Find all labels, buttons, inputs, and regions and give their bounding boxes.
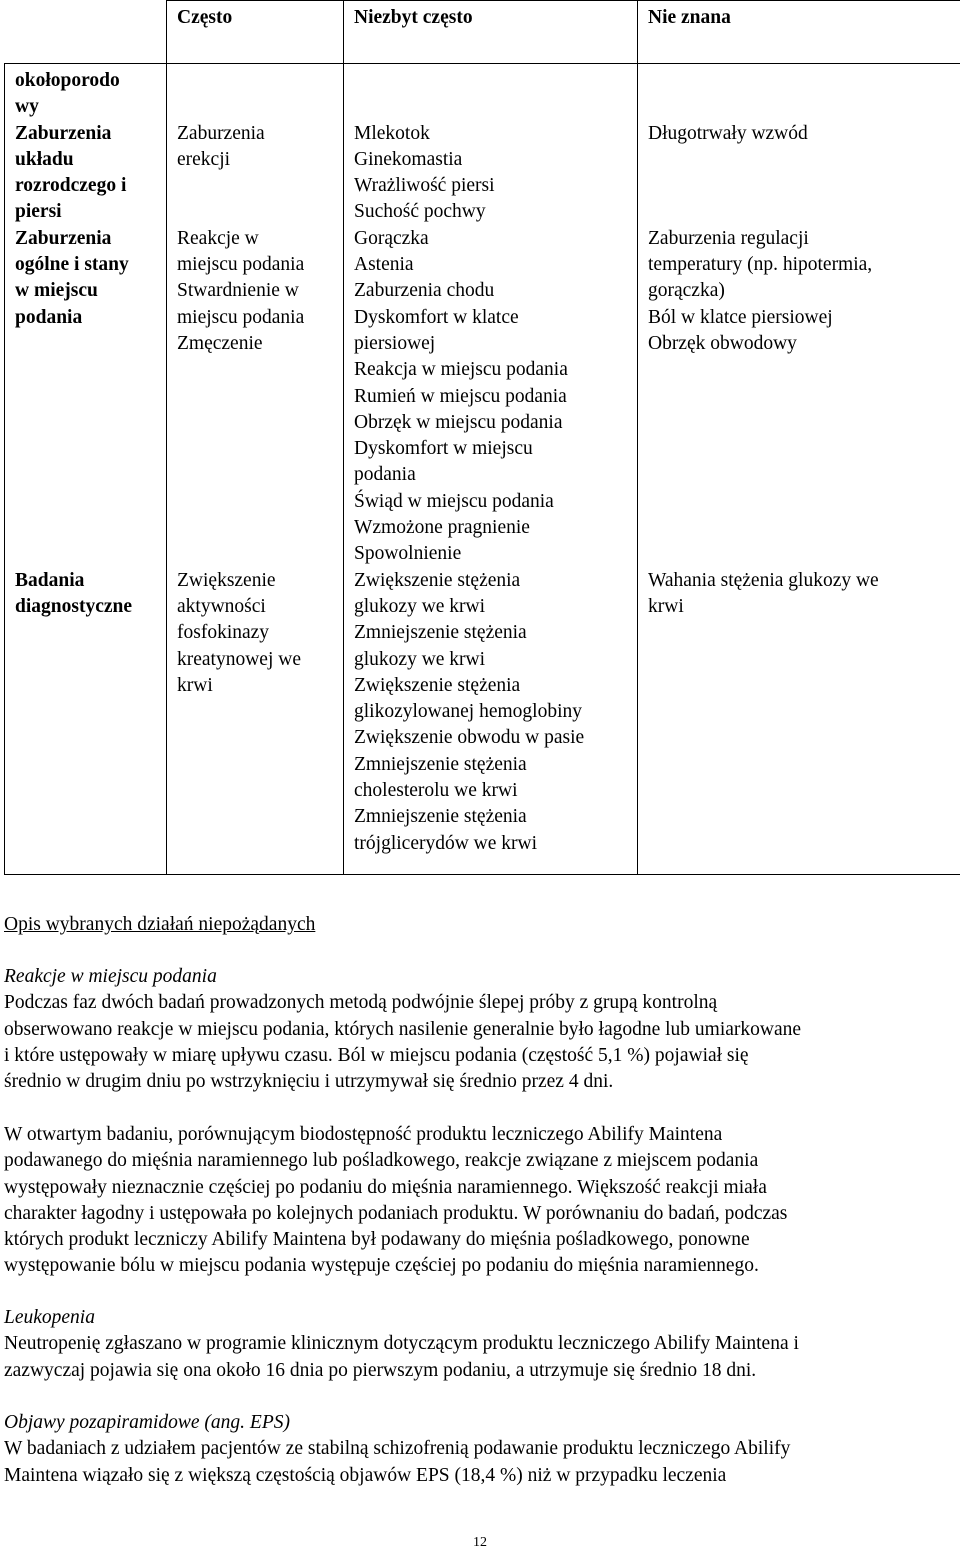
text-line: podawanego do mięśnia naramiennego lub pośladkowego, reakcje związane z miejscem podania	[4, 1150, 759, 1172]
text-line: Zmniejszenie stężenia	[354, 622, 527, 644]
subheading-leukopenia: Leukopenia	[4, 1307, 95, 1328]
text-line: Zmniejszenie stężenia	[354, 806, 527, 828]
paragraph-deltoid-gluteal	[4, 1122, 954, 1280]
text-line: Neutropenię zgłaszano w programie klinicznym dotyczącym produktu leczniczego Abilify Maintena i	[4, 1333, 799, 1355]
text-line: obserwowano reakcje w miejscu podania, których nasilenie generalnie było łagodne lub umiarkowane	[4, 1018, 802, 1040]
text-line: Stwardnienie w	[177, 280, 299, 302]
text-line: glikozylowanej hemoglobiny	[354, 701, 583, 723]
header-czesto: Często	[167, 1, 344, 64]
text-line: Zaburzenia regulacji	[648, 227, 809, 249]
subheading-injection-site: Reakcje w miejscu podania	[4, 966, 217, 987]
text-line: piersiowej	[354, 332, 436, 354]
paragraph-leukopenia	[4, 1331, 954, 1384]
table-row	[5, 121, 960, 226]
text-line: ogólne i stany	[15, 254, 129, 276]
header-niezbyt-czesto: Niezbyt często	[344, 1, 638, 64]
czesto-cell	[167, 64, 344, 121]
section-eps	[4, 1410, 954, 1489]
text-line: Zwiększenie stężenia	[354, 674, 521, 696]
text-line: erekcji	[177, 148, 231, 170]
text-line: Ból w klatce piersiowej	[648, 306, 833, 328]
text-line: Wahania stężenia glukozy we	[648, 569, 879, 591]
niezbyt-czesto-cell	[344, 121, 638, 226]
nie-znana-cell	[638, 226, 960, 568]
table-row	[5, 568, 960, 875]
text-line: Zwiększenie stężenia	[354, 569, 521, 591]
text-line: krwi	[648, 595, 684, 617]
section-title: Opis wybranych działań niepożądanych	[4, 914, 316, 935]
nie-znana-cell	[638, 64, 960, 121]
text-line: w miejscu	[15, 280, 98, 302]
system-organ-cell	[5, 226, 167, 568]
text-line: Obrzęk w miejscu podania	[354, 411, 563, 433]
nie-znana-cell	[638, 568, 960, 875]
text-line: Reakcje w	[177, 227, 259, 249]
text-line: W otwartym badaniu, porównującym biodostępność produktu leczniczego Abilify Maintena	[4, 1124, 723, 1145]
niezbyt-czesto-cell	[344, 64, 638, 121]
text-line: Obrzęk obwodowy	[648, 332, 797, 354]
text-line: kreatynowej we	[177, 648, 301, 670]
text-line: Badania	[15, 569, 85, 591]
text-line: Ginekomastia	[354, 148, 463, 170]
section-deltoid-gluteal	[4, 1122, 954, 1280]
text-line: Dyskomfort w klatce	[354, 306, 519, 328]
table-row	[5, 226, 960, 568]
text-line: Mlekotok	[354, 122, 430, 144]
table-row	[5, 64, 960, 121]
text-line: Wrażliwość piersi	[354, 175, 495, 197]
text-line: których produkt leczniczy Abilify Maintena był podawany do mięśnia pośladkowego, ponowne	[4, 1229, 750, 1251]
system-organ-cell	[5, 121, 167, 226]
czesto-cell	[167, 226, 344, 568]
paragraph-injection-site	[4, 990, 954, 1095]
text-line: temperatury (np. hipotermia,	[648, 254, 873, 276]
text-line: miejscu podania	[177, 306, 305, 328]
text-line: fosfokinazy	[177, 622, 270, 644]
text-line: Świąd w miejscu podania	[354, 490, 554, 512]
text-line: Rumień w miejscu podania	[354, 385, 567, 407]
czesto-cell	[167, 568, 344, 875]
text-line: Zaburzenia	[177, 122, 265, 144]
text-line: Zaburzenia	[15, 227, 112, 249]
text-line: Zaburzenia	[15, 122, 112, 144]
text-line: charakter łagodny i ustępowała po kolejnych podaniach produktu. W porównaniu do badań, podczas	[4, 1202, 788, 1224]
niezbyt-czesto-cell	[344, 226, 638, 568]
text-line: diagnostyczne	[15, 595, 132, 617]
text-line: Długotrwały wzwód	[648, 122, 808, 144]
text-line: Astenia	[354, 254, 414, 276]
text-line: zazwyczaj pojawia się ona około 16 dnia po pierwszym podaniu, a utrzymuje się średnio 18 dni.	[4, 1359, 757, 1381]
header-empty-cell	[5, 1, 167, 64]
text-line: Reakcja w miejscu podania	[354, 359, 568, 381]
text-line: W badaniach z udziałem pacjentów ze stabilną schizofrenią podawanie produktu leczniczego Abilify	[4, 1438, 791, 1460]
text-line: średnio w drugim dniu po wstrzyknięciu i utrzymywał się średnio przez 4 dni.	[4, 1071, 614, 1093]
text-line: trójglicerydów we krwi	[354, 832, 538, 854]
text-line: Podczas faz dwóch badań prowadzonych metodą podwójnie ślepej próby z grupą kontrolną	[4, 992, 718, 1014]
text-line: podania	[354, 464, 416, 486]
text-line: wy	[15, 96, 39, 118]
text-line: układu	[15, 148, 74, 170]
nie-znana-cell	[638, 121, 960, 226]
text-line: aktywności	[177, 595, 266, 617]
text-line: glukozy we krwi	[354, 595, 486, 617]
section-injection-site	[4, 964, 954, 1095]
section-leukopenia	[4, 1305, 954, 1384]
text-line: Zaburzenia chodu	[354, 280, 495, 302]
paragraph-eps	[4, 1436, 954, 1489]
text-line: glukozy we krwi	[354, 648, 486, 670]
subheading-eps: Objawy pozapiramidowe (ang. EPS)	[4, 1412, 290, 1433]
text-line: Suchość pochwy	[354, 201, 486, 223]
text-line: występowały nieznacznie częściej po podaniu do mięśnia naramiennego. Większość reakcji miała	[4, 1176, 767, 1198]
text-line: okołoporodo	[15, 70, 120, 91]
text-line: Zmęczenie	[177, 332, 263, 354]
text-line: cholesterolu we krwi	[354, 780, 518, 802]
text-line: rozrodczego i	[15, 175, 127, 197]
czesto-cell	[167, 121, 344, 226]
text-line: Spowolnienie	[354, 543, 462, 565]
adverse-reactions-table	[4, 0, 960, 875]
text-line: Zmniejszenie stężenia	[354, 753, 527, 775]
text-line: krwi	[177, 674, 213, 696]
text-line: Dyskomfort w miejscu	[354, 438, 533, 460]
text-line: Zwiększenie	[177, 569, 276, 591]
system-organ-cell	[5, 64, 167, 121]
text-line: występowanie bólu w miejscu podania występuje częściej po podaniu do mięśnia naramiennego.	[4, 1255, 759, 1277]
header-nie-znana: Nie znana	[638, 1, 960, 64]
niezbyt-czesto-cell	[344, 568, 638, 875]
text-line: Zwiększenie obwodu w pasie	[354, 727, 585, 749]
system-organ-cell	[5, 568, 167, 875]
text-line: i które ustępowały w miarę upływu czasu. Ból w miejscu podania (częstość 5,1 %) pojawiał się	[4, 1044, 749, 1066]
text-line: Maintena wiązało się z większą częstością objawów EPS (18,4 %) niż w przypadku leczenia	[4, 1464, 727, 1486]
text-line: miejscu podania	[177, 254, 305, 276]
text-line: Gorączka	[354, 227, 429, 249]
table-header-row	[5, 1, 960, 64]
text-line: podania	[15, 306, 83, 328]
page-number: 12	[473, 1535, 487, 1550]
text-line: gorączka)	[648, 280, 725, 302]
text-line: piersi	[15, 201, 62, 223]
text-line: Wzmożone pragnienie	[354, 517, 530, 539]
